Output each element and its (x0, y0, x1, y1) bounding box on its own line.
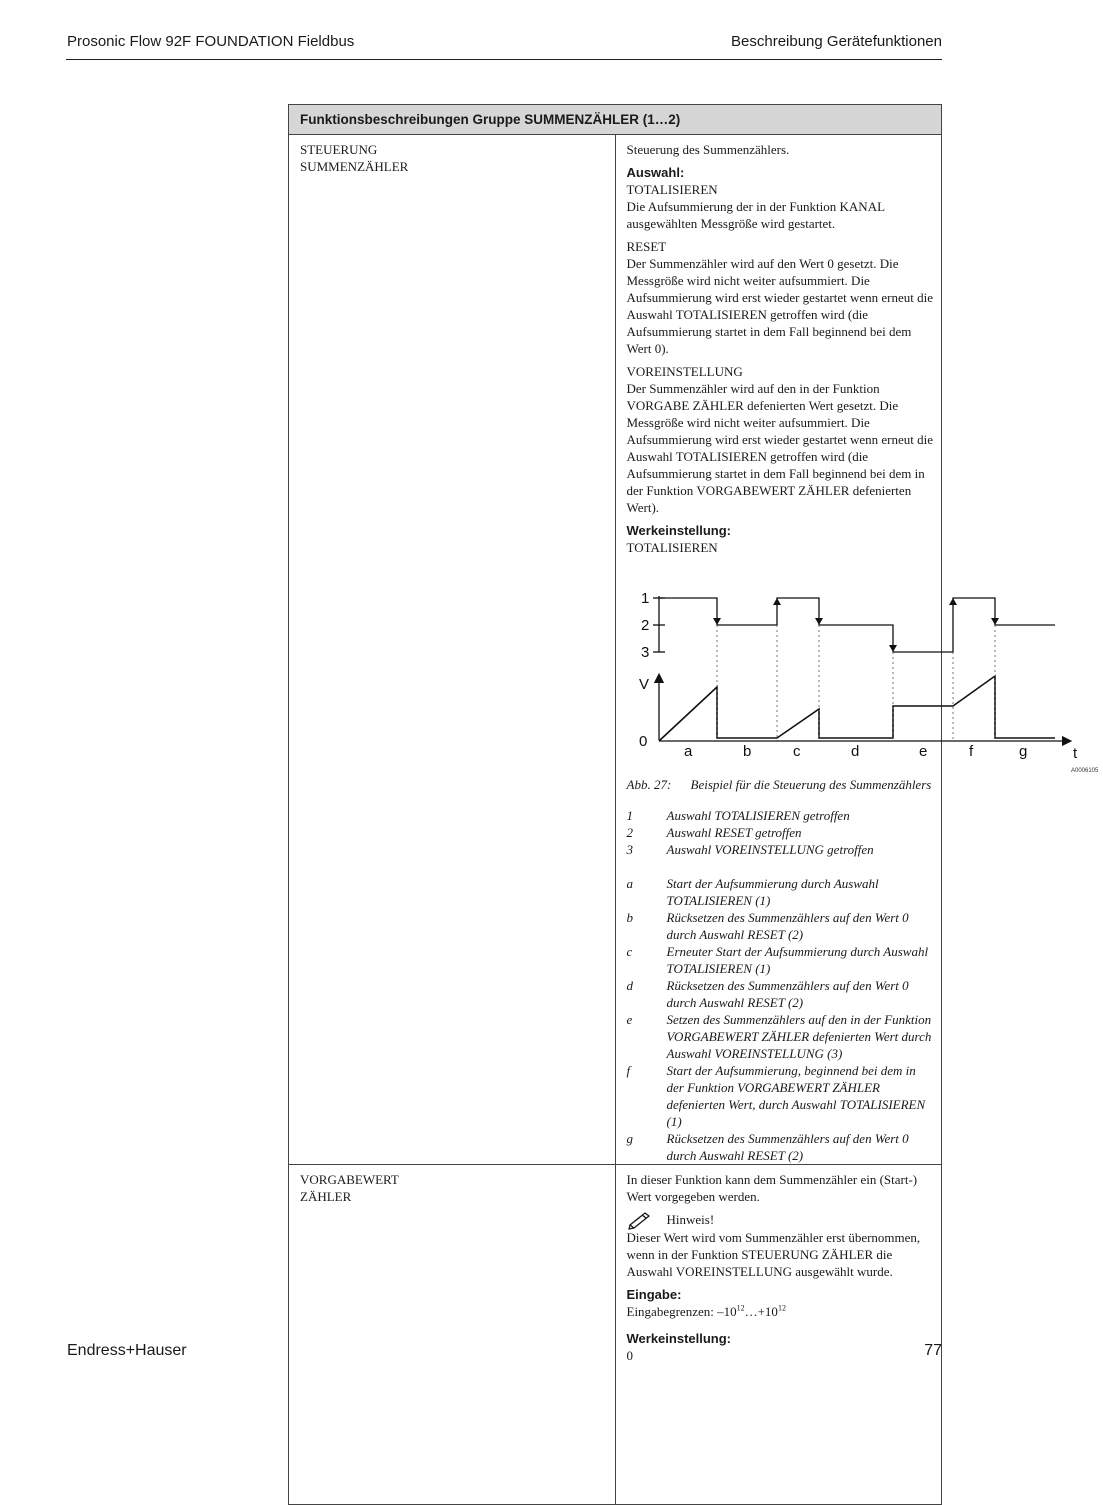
default-value: 0 (626, 1348, 633, 1363)
caption-label: Abb. 27: (626, 777, 672, 792)
segment-label-a: a (683, 743, 692, 760)
function-table (288, 104, 1098, 1505)
legend-item (627, 875, 934, 909)
input-range (627, 1303, 934, 1320)
zero-label: 0 (638, 733, 647, 750)
legend-text: Setzen des Summenzählers auf den in der Funktion VORGABEWERT ZÄHLER defenierten Wert durch Auswahl VOREINSTELLUNG (3) (666, 1012, 932, 1061)
legend-text: Start der Aufsummierung, beginnend bei dem in der Funktion VORGABEWERT ZÄHLER defenierten Wert, durch Auswahl TOTALISIEREN (1) (666, 1063, 926, 1129)
up-arrow-icon (949, 598, 957, 605)
legend-key: d (626, 978, 633, 993)
option-name: VOREINSTELLUNG (626, 364, 743, 379)
legend-key: f (626, 1063, 631, 1078)
legend-item (627, 841, 934, 858)
pencil-note-icon (627, 1209, 667, 1229)
legend-key: g (626, 1131, 633, 1146)
v-axis-label: V (638, 676, 649, 693)
legend-item (627, 1062, 934, 1130)
segment-label-d: d (850, 743, 859, 760)
option-text: Die Aufsummierung der in der Funktion KANAL ausgewählten Messgröße wird gestartet. (626, 199, 885, 231)
legend-item (627, 909, 934, 943)
segment-label-c: c (792, 743, 800, 760)
legend-text: Auswahl RESET getroffen (666, 825, 802, 840)
counter-curve (659, 676, 1055, 741)
function-name-line: STEUERUNG (300, 142, 378, 157)
legend-key: c (626, 944, 633, 959)
input-range-prefix: Eingabegrenzen: –10 (626, 1304, 737, 1319)
footer-page-number: 77 (924, 1342, 942, 1359)
t-axis-label: t (1072, 745, 1077, 762)
option-text: Der Summenzähler wird auf den in der Funktion VORGABE ZÄHLER defenierten Wert gesetzt. Die Messgröße wird nicht weiter aufsummiert. Die Aufsummierung wird erst wieder gestartet wenn erneut die Auswahl TOTALISIEREN getroffen wird (die Aufsummierung startet in dem Fall beginnend bei dem in der Funktion VORGABEWERT ZÄHLER defenierten Wert). (626, 381, 933, 515)
note-label: Hinweis! (666, 1211, 715, 1227)
legend-item (627, 977, 934, 1011)
segment-label-g: g (1018, 743, 1027, 760)
function-name-line: VORGABEWERT (300, 1172, 399, 1187)
state-signal (659, 598, 1055, 652)
option-name: RESET (626, 239, 667, 254)
option-reset (627, 238, 934, 357)
function-description-cell (615, 1165, 942, 1505)
intro-text: Steuerung des Summenzählers. (626, 142, 790, 157)
up-arrow-icon (773, 598, 781, 605)
function-name-cell (289, 135, 616, 1165)
legend-text: Auswahl VOREINSTELLUNG getroffen (666, 842, 874, 857)
legend-item (627, 1011, 934, 1062)
timing-diagram (627, 580, 1098, 776)
legend-text: Auswahl TOTALISIEREN getroffen (666, 808, 850, 823)
function-name-cell (289, 1165, 616, 1505)
legend-key: 3 (626, 842, 633, 857)
down-arrow-icon (713, 618, 721, 625)
note-text: Dieser Wert wird vom Summenzähler erst übernommen, wenn in der Funktion STEUERUNG ZÄHLER die Auswahl VOREINSTELLUNG ausgewählt wurde. (626, 1230, 921, 1279)
legend-key: 2 (626, 825, 633, 840)
legend-text: Rücksetzen des Summenzählers auf den Wert 0 durch Auswahl RESET (2) (666, 978, 909, 1010)
input-label: Eingabe: (626, 1287, 682, 1302)
state-label-2: 2 (640, 617, 649, 634)
option-text: Der Summenzähler wird auf den Wert 0 gesetzt. Die Messgröße wird nicht weiter aufsummiert. Die Aufsummierung wird erst wieder gestartet wenn erneut die Auswahl TOTALISIEREN getroffen wird (die Aufsummierung startet in dem Fall beginnend bei dem Wert 0). (626, 256, 933, 356)
intro-text: In dieser Funktion kann dem Summenzähler ein (Start-) Wert vorgegeben werden. (626, 1172, 918, 1204)
segment-label-f: f (968, 743, 973, 760)
legend-item (627, 807, 934, 824)
legend-text: Erneuter Start der Aufsummierung durch Auswahl TOTALISIEREN (1) (666, 944, 929, 976)
legend-key: 1 (626, 808, 633, 823)
segment-label-b: b (742, 743, 751, 760)
input-range-mid: …+10 (744, 1304, 778, 1319)
state-label-1: 1 (640, 590, 649, 607)
legend-item (627, 824, 934, 841)
legend-text: Rücksetzen des Summenzählers auf den Wert 0 durch Auswahl RESET (2) (666, 1131, 909, 1163)
input-exponent: 12 (777, 1303, 786, 1313)
option-totalisieren (627, 181, 934, 232)
legend-text: Start der Aufsummierung durch Auswahl TOTALISIEREN (1) (666, 876, 879, 908)
function-name-line: SUMMENZÄHLER (300, 159, 409, 174)
legend-text: Rücksetzen des Summenzählers auf den Wert 0 durch Auswahl RESET (2) (666, 910, 909, 942)
state-label-3: 3 (640, 644, 649, 661)
default-value: TOTALISIEREN (626, 540, 718, 555)
legend-item (627, 943, 934, 977)
down-arrow-icon (815, 618, 823, 625)
legend-item (627, 1130, 934, 1164)
figure-legend (627, 807, 934, 1164)
segment-label-e: e (918, 743, 927, 760)
caption-text: Beispiel für die Steuerung des Summenzählers (690, 777, 932, 792)
function-description-cell (615, 135, 1098, 1165)
header-section-title: Beschreibung Gerätefunktionen (731, 33, 942, 50)
group-title: Funktionsbeschreibungen Gruppe SUMMENZÄHLER (1…2) (289, 105, 942, 135)
legend-key: a (626, 876, 633, 891)
down-arrow-icon (889, 645, 897, 652)
figure-caption (627, 776, 934, 793)
default-label: Werkeinstellung: (626, 1331, 732, 1346)
function-name-line: ZÄHLER (300, 1189, 352, 1204)
input-exponent: 12 (736, 1303, 745, 1313)
header-rule (66, 59, 942, 60)
note-heading (627, 1209, 934, 1229)
header-product-title: Prosonic Flow 92F FOUNDATION Fieldbus (67, 33, 355, 50)
down-arrow-icon (991, 618, 999, 625)
legend-key: b (626, 910, 633, 925)
option-voreinstellung (627, 363, 934, 516)
legend-key: e (626, 1012, 633, 1027)
figure-code: A0006105 (1070, 768, 1098, 774)
option-name: TOTALISIEREN (626, 182, 718, 197)
footer-brand: Endress+Hauser (67, 1342, 187, 1359)
timing-diagram-svg (627, 580, 1103, 776)
default-label: Werkeinstellung: (626, 523, 732, 538)
auswahl-label: Auswahl: (626, 165, 685, 180)
